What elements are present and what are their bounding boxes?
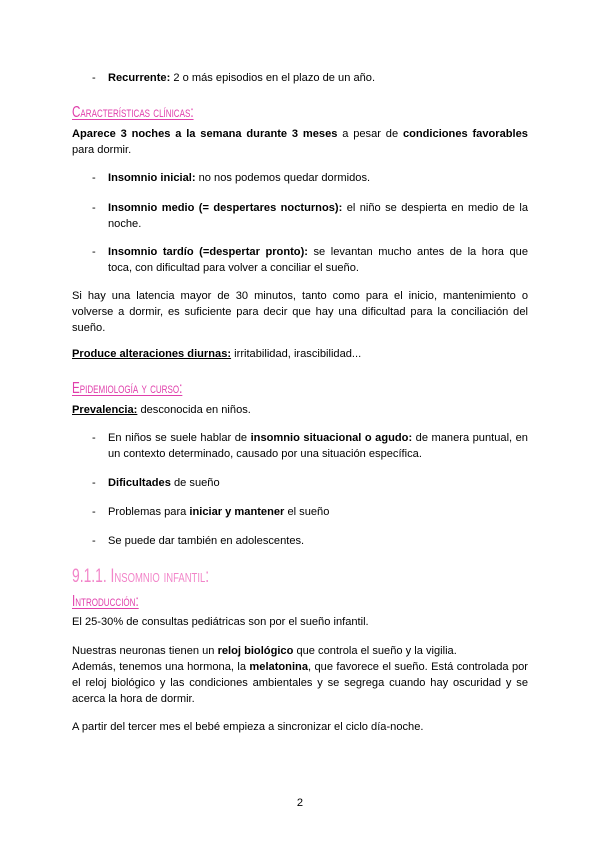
bullet-dash: - [92, 432, 96, 444]
paragraph-criterio-duracion [72, 126, 528, 158]
paragraph-latencia: Si hay una latencia mayor de 30 minutos, tanto como para el inicio, mantenimiento o volverse a dormir, es suficiente para decir que hay una dificultad para la conciliación del sueño. [72, 290, 528, 334]
bullet-text [108, 200, 528, 232]
bold-text: melatonina [249, 661, 308, 673]
paragraph-alteraciones-diurnas [72, 346, 528, 362]
bullet-label: Recurrente: [108, 72, 171, 84]
bullet-body: 2 o más episodios en el plazo de un año. [173, 72, 376, 84]
underlined-label: Produce alteraciones diurnas: [72, 348, 232, 360]
bold-text: condiciones favorables [402, 128, 528, 140]
paragraph-prevalencia [72, 402, 528, 418]
bullet-dash: - [92, 202, 96, 214]
bold-text: Aparece 3 noches a la semana durante 3 meses [72, 128, 338, 140]
bullet-recurrente [92, 70, 528, 86]
body-text: Además, tenemos una hormona, la [72, 661, 246, 673]
bullet-label: iniciar y mantener [189, 506, 285, 518]
paragraph-ciclo-dia-noche: A partir del tercer mes el bebé empieza a sincronizar el ciclo día-noche. [72, 721, 424, 733]
bullet-dash: - [92, 172, 96, 184]
body-text: , que favorece el sueño. Está controlada por el reloj biológico y las condiciones ambientales y se segrega cuando hay oscuridad y se acerca la hora de dormir. [72, 661, 528, 705]
bullet-body: Problemas para [108, 506, 187, 518]
bullet-text: Se puede dar también en adolescentes. [108, 535, 305, 547]
bullet-text [108, 244, 528, 276]
paragraph-melatonina [72, 659, 528, 707]
bullet-text [108, 475, 528, 491]
bullet-dash: - [92, 477, 96, 489]
section-heading-caracteristicas: Características clínicas: [72, 104, 194, 121]
bullet-body: el sueño [287, 506, 330, 518]
bullet-label: insomnio situacional o agudo: [250, 432, 413, 444]
body-text: desconocida en niños. [140, 404, 251, 416]
bullet-insomnio-situacional [92, 430, 528, 462]
body-text: para dormir. [72, 144, 132, 156]
paragraph-consultas: El 25-30% de consultas pediátricas son por el sueño infantil. [72, 616, 369, 628]
bullet-body: de manera puntual, en un contexto determinado, causado por una situación específica. [108, 432, 528, 460]
bullet-dash: - [92, 506, 96, 518]
section-heading-epidemiologia: Epidemiología y curso: [72, 380, 183, 397]
bullet-text [108, 70, 528, 86]
bullet-body: se levantan mucho antes de la hora que toca, con dificultad para volver a conciliar el sueño. [108, 246, 529, 274]
body-text: que controla el sueño y la vigilia. [296, 645, 457, 657]
body-text: a pesar de [342, 128, 399, 140]
bullet-dash: - [92, 535, 96, 547]
bullet-insomnio-inicial [92, 170, 528, 186]
bullet-body: el niño se despierta en medio de la noche. [108, 202, 528, 230]
paragraph-reloj-biologico [72, 643, 528, 659]
bullet-body: En niños se suele hablar de [108, 432, 248, 444]
bullet-problemas [92, 504, 528, 520]
body-text: Nuestras neuronas tienen un [72, 645, 215, 657]
bullet-insomnio-tardio [92, 244, 528, 276]
subsection-heading-insomnio-infantil: 9.1.1. Insomnio infantil: [72, 566, 210, 587]
bullet-insomnio-medio [92, 200, 528, 232]
bullet-text [108, 504, 528, 520]
bullet-dificultades [92, 475, 528, 491]
bold-text: reloj biológico [217, 645, 294, 657]
body-text: irritabilidad, irascibilidad... [234, 348, 362, 360]
bullet-label: Insomnio medio (= despertares nocturnos): [108, 202, 343, 214]
page-number: 2 [296, 797, 304, 809]
bullet-label: Insomnio inicial: [108, 172, 196, 184]
bullet-text [108, 430, 528, 462]
underlined-label: Prevalencia: [72, 404, 138, 416]
bullet-adolescentes [92, 533, 528, 549]
bullet-body: no nos podemos quedar dormidos. [198, 172, 371, 184]
bullet-label: Dificultades [108, 477, 171, 489]
bullet-label: Insomnio tardío (=despertar pronto): [108, 246, 308, 258]
bullet-dash: - [92, 246, 96, 258]
bullet-text [108, 170, 528, 186]
bullet-body: de sueño [173, 477, 220, 489]
section-heading-introduccion: Introducción: [72, 593, 139, 610]
bullet-dash: - [92, 72, 96, 84]
